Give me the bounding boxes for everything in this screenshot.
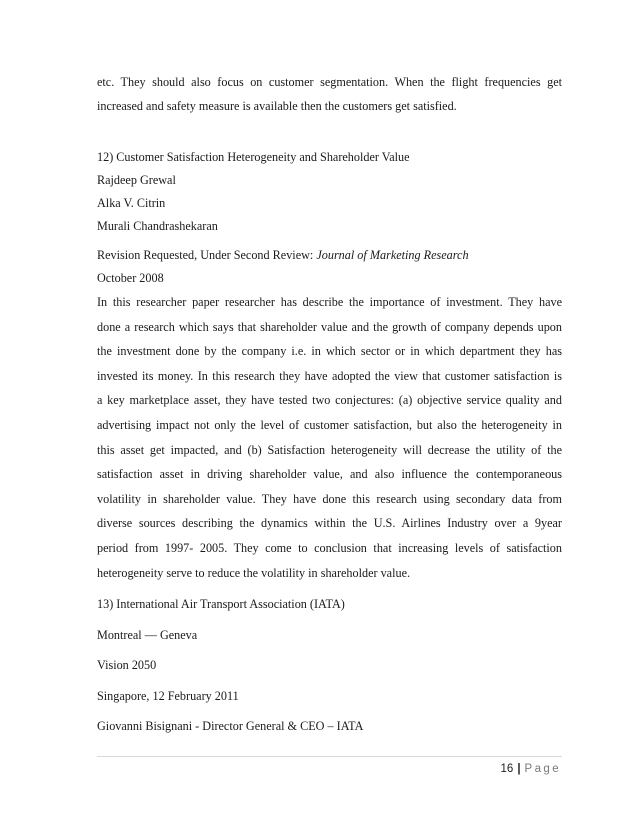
iata-person: Giovanni Bisignani - Director General & CEO – IATA — [97, 719, 364, 734]
review-status — [97, 244, 562, 267]
journal-title: Journal of Marketing Research — [316, 248, 469, 262]
summary-paragraph — [97, 290, 562, 585]
page-number-value: 16 — [500, 763, 514, 775]
section-12-heading: 12) Customer Satisfaction Heterogeneity and Shareholder Value — [97, 150, 410, 164]
intro-line-1: etc. They should also focus on customer segmentation. When the flight frequencies get — [97, 75, 562, 89]
paragraph-line: diverse sources describing the dynamics within the U.S. Airlines Industry over a 9year — [97, 516, 562, 531]
author-2: Alka V. Citrin — [97, 196, 166, 210]
iata-place-date: Singapore, 12 February 2011 — [97, 688, 239, 703]
section-13-heading: 13) International Air Transport Association (IATA) — [97, 597, 345, 612]
paragraph-line: a key marketplace asset, they have tested two conjectures: (a) objective service quality and — [97, 393, 562, 408]
publication-date: October 2008 — [97, 271, 164, 285]
review-status-text: Revision Requested, Under Second Review: — [97, 248, 317, 262]
paragraph-line: advertising impact not only the level of customer satisfaction, but also the heterogeneity in — [97, 417, 562, 432]
paragraph-line: the investment done by the company i.e. in which sector or in which department they has — [97, 344, 562, 359]
paragraph-line: satisfaction asset in driving shareholder value, and also influence the contemporaneous — [97, 467, 562, 482]
page-content — [97, 70, 562, 742]
intro-line-2: increased and safety measure is available then the customers get satisfied. — [97, 99, 457, 113]
paragraph-line: invested its money. In this research they have adopted the view that customer satisfaction is — [97, 368, 562, 383]
paragraph-line: period from 1997- 2005. They come to conclusion that increasing levels of satisfaction — [97, 540, 562, 555]
paragraph-line: heterogeneity serve to reduce the volatility in shareholder value. — [97, 565, 411, 580]
page-word: Page — [524, 763, 561, 775]
spacer — [97, 118, 562, 146]
iata-location: Montreal — Geneva — [97, 627, 198, 642]
paragraph-line: done a research which says that shareholder value and the growth of company depends upon — [97, 319, 562, 334]
section-13 — [97, 589, 562, 742]
author-3: Murali Chandrashekaran — [97, 219, 218, 233]
page-number-separator: | — [517, 763, 521, 775]
footer-divider — [97, 756, 562, 757]
paragraph-line: this asset get impacted, and (b) Satisfaction heterogeneity will decrease the utility of the — [97, 442, 562, 457]
iata-vision: Vision 2050 — [97, 658, 157, 673]
author-1: Rajdeep Grewal — [97, 173, 176, 187]
page-number — [501, 763, 561, 775]
paragraph-line: volatility in shareholder value. They have done this research using secondary data from — [97, 491, 562, 506]
paragraph-line: In this researcher paper researcher has describe the importance of investment. They have — [97, 295, 562, 309]
section-12 — [97, 146, 562, 585]
